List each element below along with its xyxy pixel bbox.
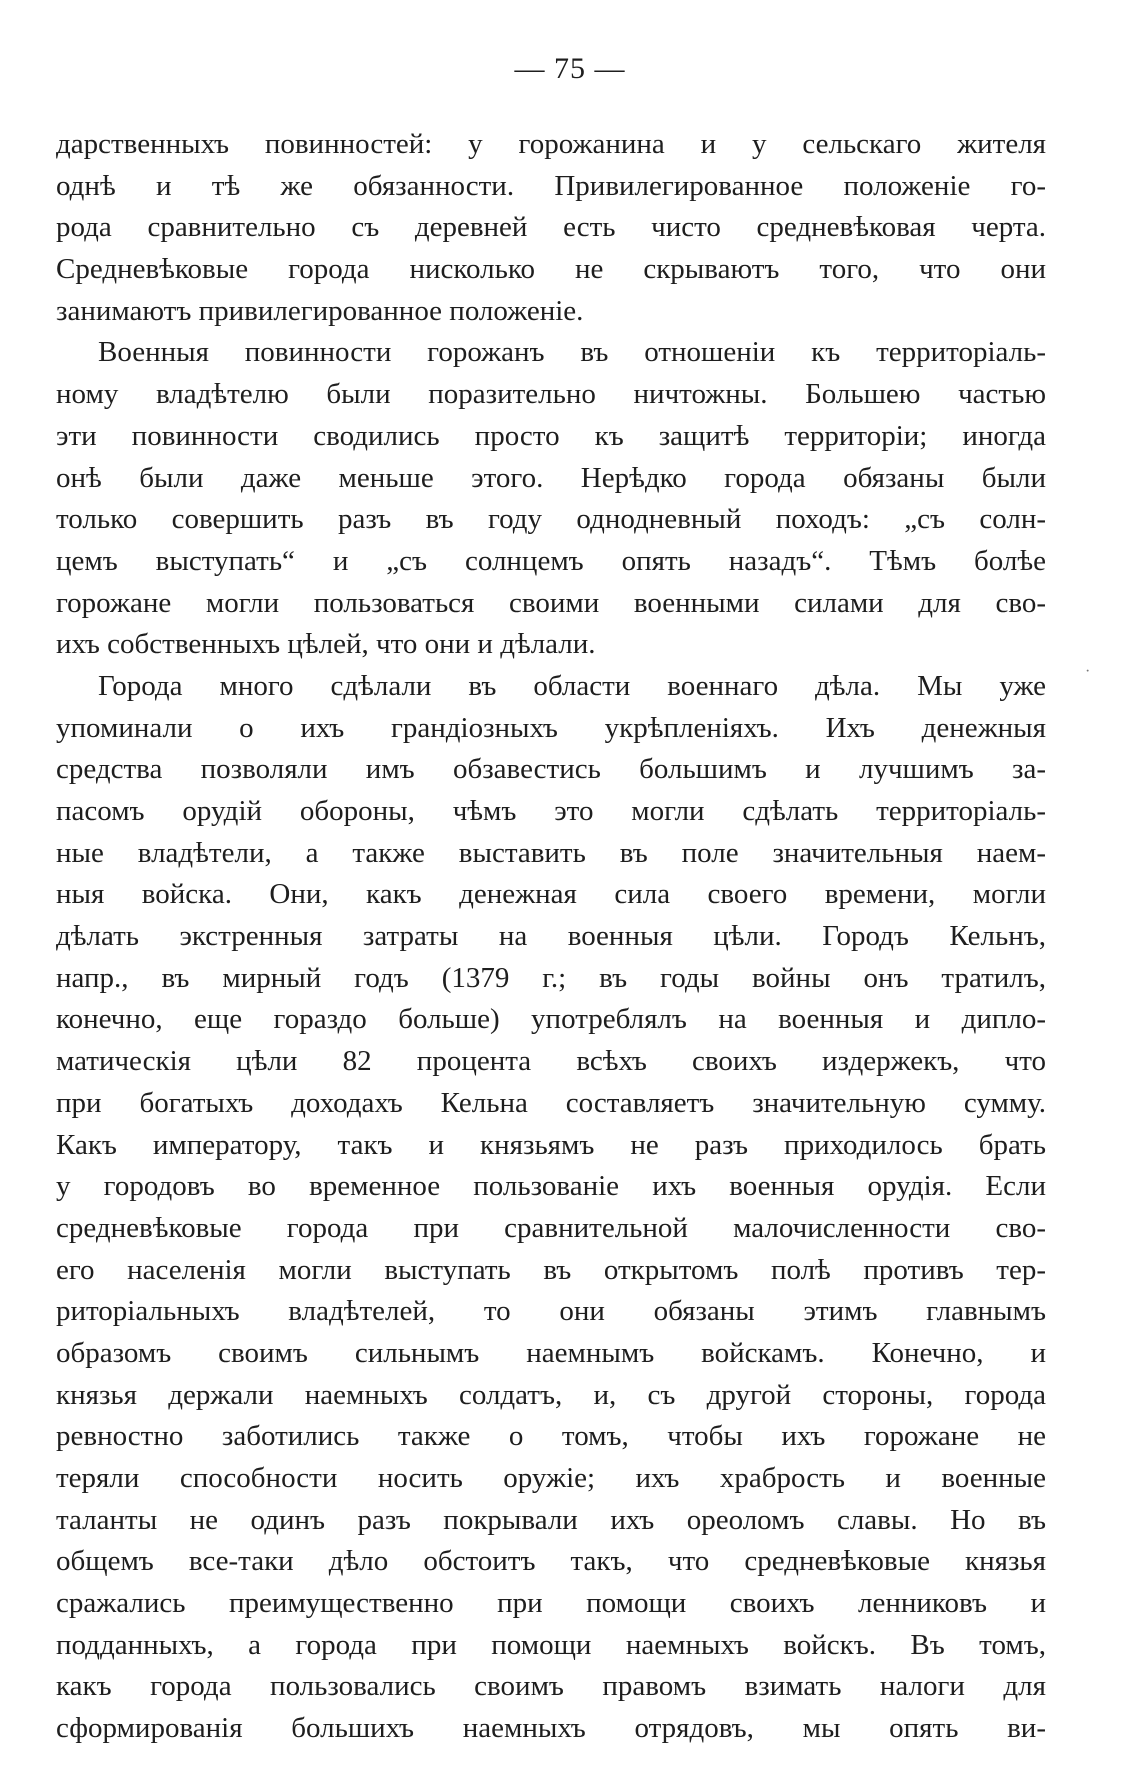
text-line: риторіальныхъ владѣтелей, то они обязаны этимъ главнымъ [56,1295,1046,1328]
text-line: таланты не одинъ разъ покрывали ихъ ореоломъ славы. Но въ [56,1503,1046,1536]
text-line: рода сравнительно съ деревней есть чисто средневѣковая черта. [56,211,1046,244]
page-number: — 75 — [514,52,626,85]
body-text [56,124,1046,1750]
text-line: занимаютъ привилегированное положеніе. [56,294,584,327]
text-line: теряли способности носить оружіе; ихъ храбрость и военные [56,1462,1046,1494]
text-line: матическія цѣли 82 процента всѣхъ своихъ издержекъ, что [56,1045,1046,1078]
text-line: цемъ выступать“ и „съ солнцемъ опять назадъ“. Тѣмъ болѣе [56,544,1046,577]
text-line: средневѣковые города при сравнительной малочисленности сво- [56,1211,1046,1244]
text-line: напр., въ мирный годъ (1379 г.; въ годы войны онъ тратилъ, [56,961,1046,994]
text-line: упоминали о ихъ грандіозныхъ укрѣпленіяхъ. Ихъ денежныя [56,711,1046,744]
paragraph-start-line: Города много сдѣлали въ области военнаго дѣла. Мы уже [98,669,1046,702]
text-line: его населенія могли выступать въ открытомъ полѣ противъ тер- [56,1253,1046,1286]
text-line: пасомъ орудій обороны, чѣмъ это могли сдѣлать территоріаль- [56,795,1046,827]
text-line: общемъ все-таки дѣло обстоитъ такъ, что средневѣковые князья [56,1545,1046,1578]
text-line: однѣ и тѣ же обязанности. Привилегированное положеніе го- [56,169,1046,202]
text-line: ихъ собственныхъ цѣлей, что они и дѣлали. [56,628,596,661]
text-line: сформированія большихъ наемныхъ отрядовъ, мы опять ви- [56,1712,1046,1745]
text-line: какъ города пользовались своимъ правомъ взимать налоги для [56,1670,1046,1703]
text-line: эти повинности сводились просто къ защитѣ территоріи; иногда [56,419,1046,452]
text-line: подданныхъ, а города при помощи наемныхъ войскъ. Въ томъ, [56,1628,1046,1661]
text-line: онѣ были даже меньше этого. Нерѣдко города обязаны были [56,461,1046,494]
margin-pencil-mark: · [1085,663,1091,680]
text-line: Какъ императору, такъ и князьямъ не разъ приходилось брать [56,1128,1046,1161]
text-line: у городовъ во временное пользованіе ихъ военныя орудія. Если [56,1170,1046,1203]
text-line: Средневѣковые города нисколько не скрываютъ того, что они [56,253,1046,286]
text-line: только совершить разъ въ году однодневный походъ: „съ солн- [56,503,1046,536]
text-line: князья держали наемныхъ солдатъ, и, съ другой стороны, города [56,1378,1046,1411]
text-line: ному владѣтелю были поразительно ничтожны. Большею частью [56,378,1046,411]
text-line: ревностно заботились также о томъ, чтобы ихъ горожане не [56,1420,1046,1453]
text-line: средства позволяли имъ обзавестись большимъ и лучшимъ за- [56,753,1046,786]
text-line: конечно, еще гораздо больше) употреблялъ на военныя и дипло- [56,1003,1046,1036]
paragraph-start-line: Военныя повинности горожанъ въ отношеніи къ территоріаль- [98,336,1046,369]
text-line: дарственныхъ повинностей: у горожанина и у сельскаго жителя [56,128,1046,160]
text-line: дѣлать экстренныя затраты на военныя цѣли. Городъ Кельнъ, [56,920,1046,953]
text-line: ные владѣтели, а также выставить въ поле значительныя наем- [56,836,1046,869]
text-line: при богатыхъ доходахъ Кельна составляетъ значительную сумму. [56,1086,1046,1119]
text-line: образомъ своимъ сильнымъ наемнымъ войскамъ. Конечно, и [56,1336,1046,1369]
text-line: горожане могли пользоваться своими военными силами для сво- [56,586,1046,619]
text-line: ныя войска. Они, какъ денежная сила своего времени, могли [56,878,1046,911]
text-line: сражались преимущественно при помощи своихъ ленниковъ и [56,1587,1046,1620]
